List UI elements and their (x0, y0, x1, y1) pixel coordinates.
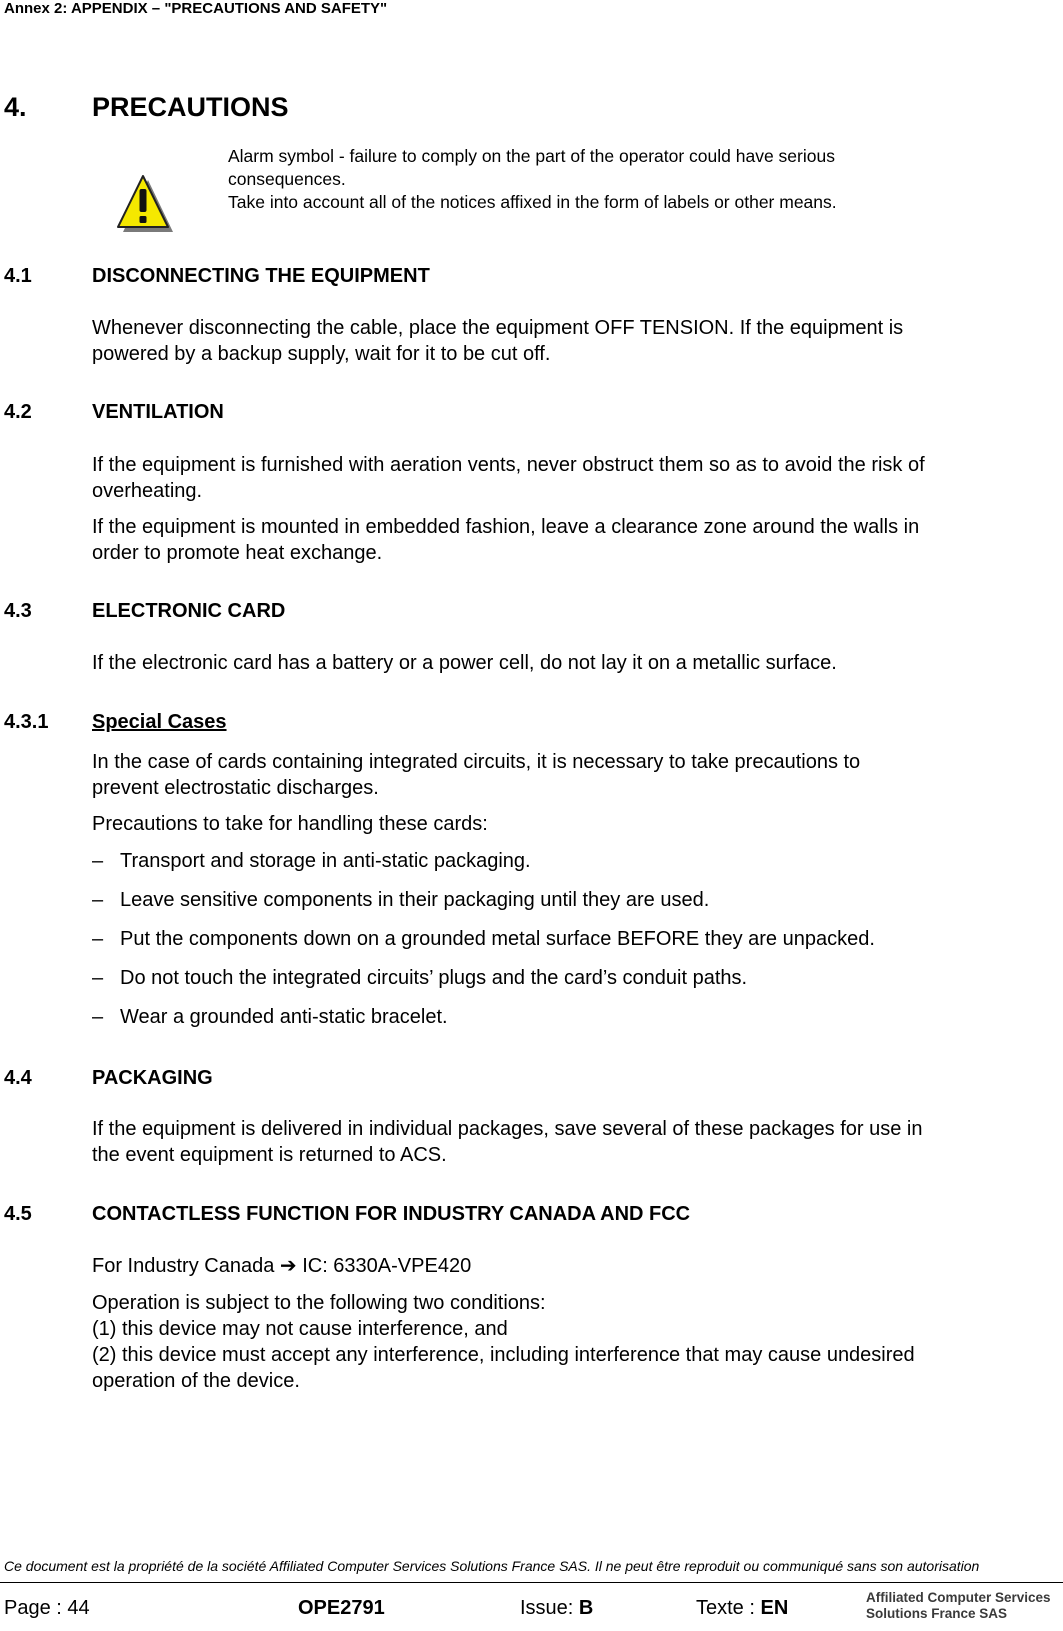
text-line: overheating. (92, 480, 203, 502)
paragraph (92, 315, 1052, 367)
section-number: 4.1 (4, 265, 32, 287)
warning-triangle-icon (112, 174, 174, 234)
section-number: 4.3 (4, 600, 32, 622)
annex-header: Annex 2: APPENDIX – "PRECAUTIONS AND SAFETY" (4, 0, 388, 17)
text-line: powered by a backup supply, wait for it to be cut off. (92, 343, 551, 365)
text-line: order to promote heat exchange. (92, 542, 383, 564)
section-title: ELECTRONIC CARD (92, 600, 286, 622)
copyright-notice: Ce document est la propriété de la société Affiliated Computer Services Solutions France SAS. Il ne peut être reproduit ou communiqué sans son autorisation (4, 1558, 980, 1574)
chapter-title: PRECAUTIONS (92, 92, 289, 122)
list-dash: – (92, 967, 104, 989)
text-language-field (696, 1597, 788, 1620)
text-line: If the equipment is furnished with aeration vents, never obstruct them so as to avoid the risk of (92, 454, 925, 476)
text-line: Operation is subject to the following two conditions: (92, 1292, 546, 1314)
section-title: DISCONNECTING THE EQUIPMENT (92, 265, 430, 287)
logo-line: Solutions France SAS (866, 1606, 1008, 1621)
paragraph (92, 811, 1052, 837)
paragraph (92, 1252, 1052, 1279)
text-line: If the equipment is delivered in individual packages, save several of these packages for use in (92, 1118, 923, 1140)
text-line: operation of the device. (92, 1370, 300, 1392)
paragraph (92, 1290, 1052, 1394)
list-item: Do not touch the integrated circuits’ plugs and the card’s conduit paths. (120, 967, 748, 989)
list-dash: – (92, 850, 104, 872)
list-dash: – (92, 889, 104, 911)
list-item: Put the components down on a grounded metal surface BEFORE they are unpacked. (120, 928, 875, 950)
text-line: prevent electrostatic discharges. (92, 777, 379, 799)
canada-id: IC: 6330A-VPE420 (296, 1255, 472, 1277)
text-line: the event equipment is returned to ACS. (92, 1144, 447, 1166)
paragraph (92, 650, 1052, 676)
text-line: In the case of cards containing integrated circuits, it is necessary to take precautions to (92, 751, 861, 773)
paragraph (92, 514, 1052, 566)
alarm-line: consequences. (228, 169, 346, 189)
text-line: Precautions to take for handling these cards: (92, 813, 488, 835)
issue-label: Issue: (520, 1597, 579, 1619)
chapter-number: 4. (4, 92, 27, 122)
text-line: If the electronic card has a battery or a power cell, do not lay it on a metallic surface. (92, 652, 837, 674)
text-line: (2) this device must accept any interference, including interference that may cause undesired (92, 1344, 915, 1366)
text-line: Whenever disconnecting the cable, place the equipment OFF TENSION. If the equipment is (92, 317, 904, 339)
section-title: PACKAGING (92, 1067, 213, 1089)
document-reference: OPE2791 (298, 1597, 385, 1619)
logo-line: Affiliated Computer Services (866, 1590, 1051, 1605)
text-line (92, 1252, 1052, 1279)
paragraph (92, 1116, 1052, 1168)
list-dash: – (92, 1006, 104, 1028)
arrow-right-icon: ➔ (279, 1253, 297, 1277)
paragraph (92, 452, 1052, 504)
list-item: Wear a grounded anti-static bracelet. (120, 1006, 448, 1028)
paragraph (92, 749, 1052, 801)
page-number: Page : 44 (4, 1597, 90, 1619)
footer-divider (0, 1582, 1063, 1583)
section-number: 4.5 (4, 1203, 32, 1225)
text-line: (1) this device may not cause interference, and (92, 1318, 508, 1340)
text-value: EN (760, 1597, 789, 1619)
alarm-line: Take into account all of the notices affixed in the form of labels or other means. (228, 192, 837, 212)
issue-value: B (578, 1597, 594, 1619)
alarm-notice (228, 145, 1028, 214)
list-item: Leave sensitive components in their packaging until they are used. (120, 889, 710, 911)
section-title: Special Cases (92, 711, 227, 733)
issue-field (520, 1597, 593, 1620)
list-item: Transport and storage in anti-static packaging. (120, 850, 531, 872)
section-number: 4.3.1 (4, 711, 49, 733)
text-line: If the equipment is mounted in embedded fashion, leave a clearance zone around the walls in (92, 516, 920, 538)
section-number: 4.4 (4, 1067, 32, 1089)
alarm-line: Alarm symbol - failure to comply on the part of the operator could have serious (228, 146, 835, 166)
company-logo (866, 1590, 1051, 1622)
section-title: VENTILATION (92, 401, 224, 423)
text-label: Texte : (696, 1597, 761, 1619)
list-dash: – (92, 928, 104, 950)
section-number: 4.2 (4, 401, 32, 423)
section-title: CONTACTLESS FUNCTION FOR INDUSTRY CANADA AND FCC (92, 1203, 691, 1225)
canada-prefix: For Industry Canada (92, 1255, 280, 1277)
